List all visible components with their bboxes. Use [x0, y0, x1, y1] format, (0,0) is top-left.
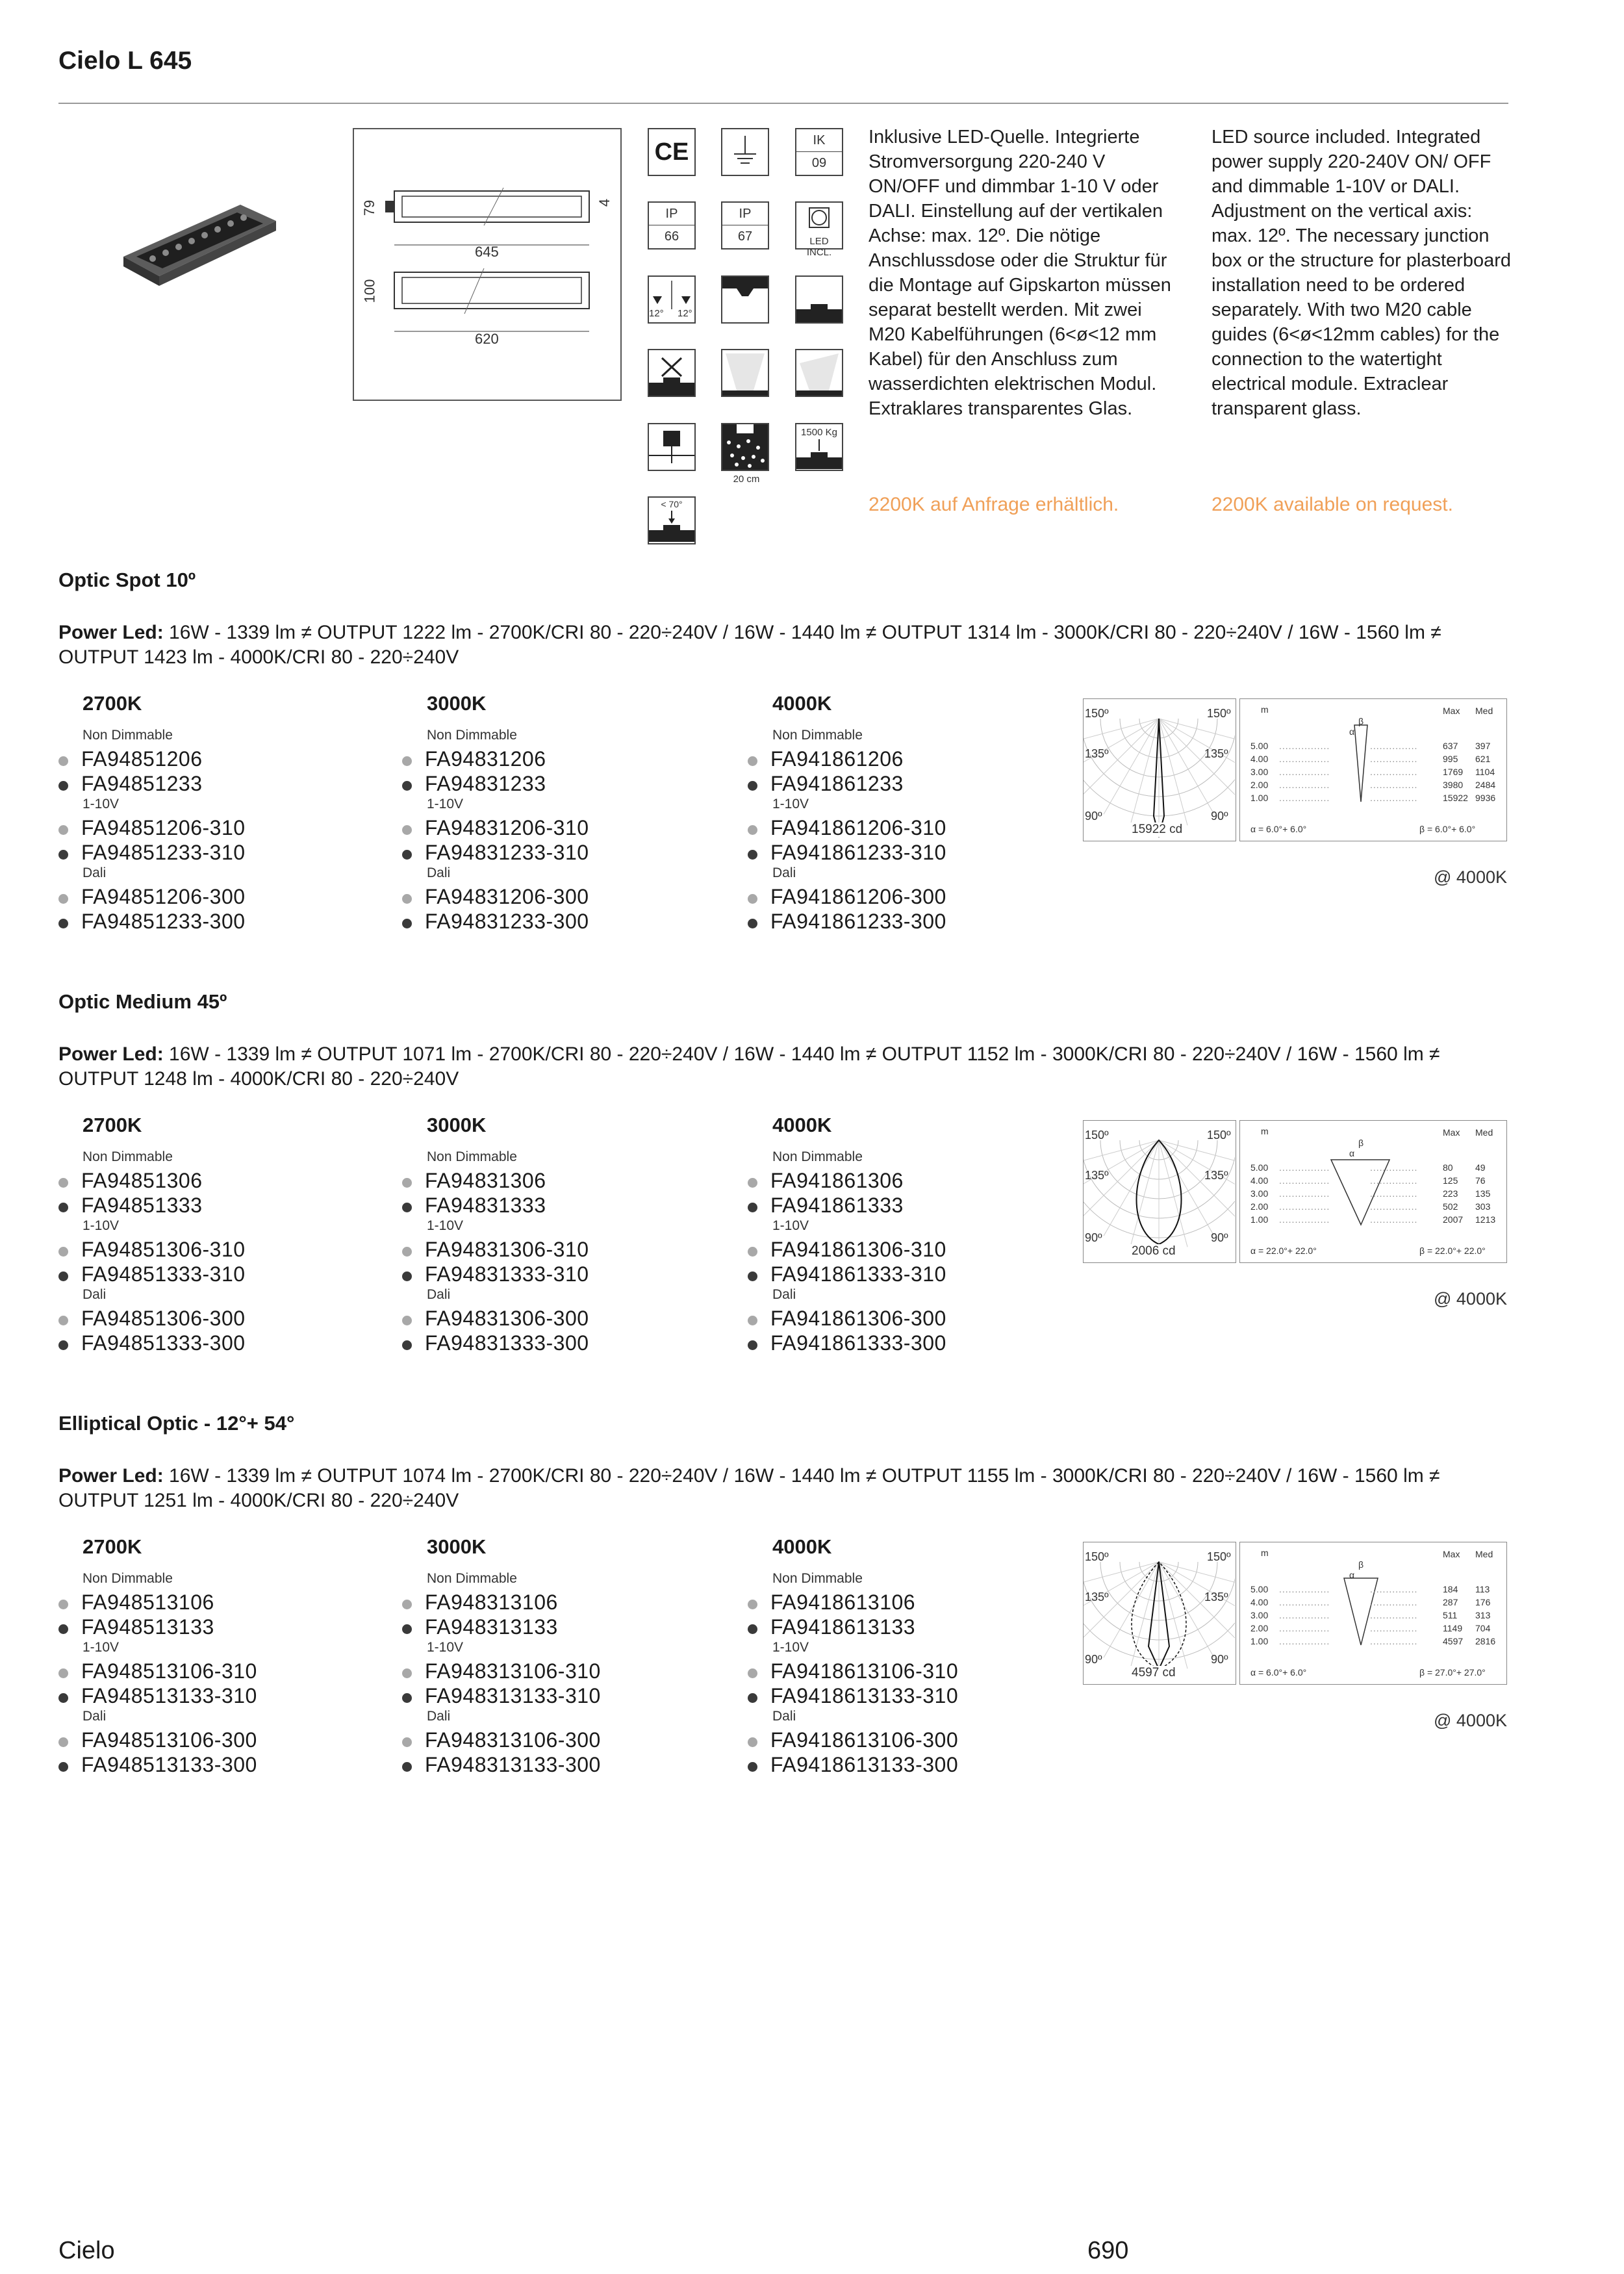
black-finish-dot — [402, 1203, 412, 1212]
peak-intensity: 15922 cd — [1129, 823, 1185, 837]
code-row — [748, 1194, 904, 1218]
code-row — [748, 747, 904, 771]
black-finish-dot — [58, 781, 68, 791]
product-code: FA948513133-310 — [81, 1684, 257, 1707]
product-code: FA948313106 — [425, 1591, 558, 1614]
product-code: FA941861233-300 — [770, 910, 946, 933]
code-row — [402, 1307, 589, 1331]
column-header: 2700K — [82, 1114, 142, 1136]
product-code: FA948313133-300 — [425, 1753, 601, 1776]
code-row — [58, 1194, 203, 1218]
product-code: FA94831206-310 — [425, 816, 589, 839]
group-label: Dali — [427, 1709, 451, 1724]
code-row — [402, 1194, 546, 1218]
product-code: FA94831206-300 — [425, 885, 589, 908]
black-finish-dot — [58, 1624, 68, 1634]
group-label: 1-10V — [82, 1218, 120, 1233]
dim-height-bottom: 100 — [361, 279, 378, 303]
grey-finish-dot — [402, 756, 412, 766]
black-finish-dot — [402, 850, 412, 860]
code-row — [748, 1591, 915, 1615]
product-code: FA9418613106-300 — [770, 1728, 959, 1752]
grey-finish-dot — [402, 894, 412, 904]
grey-finish-dot — [748, 894, 757, 904]
product-code: FA94831306-300 — [425, 1307, 589, 1330]
dim-side: 4 — [596, 198, 613, 207]
group-label: Dali — [427, 1287, 451, 1302]
code-row — [748, 1238, 946, 1262]
group-label: Non Dimmable — [82, 1571, 173, 1586]
ip67-rating-icon: IP 67 — [721, 201, 769, 249]
column-header: 2700K — [82, 692, 142, 715]
product-code: FA94851206 — [81, 747, 203, 771]
column-header: 3000K — [427, 692, 487, 715]
grey-finish-dot — [402, 1600, 412, 1609]
grey-finish-dot — [748, 1178, 757, 1188]
product-code: FA941861333-300 — [770, 1331, 946, 1355]
code-row — [58, 1659, 257, 1683]
black-finish-dot — [402, 1693, 412, 1703]
group-label: Non Dimmable — [772, 1149, 863, 1164]
note-en: 2200K available on request. — [1212, 494, 1453, 515]
code-row — [58, 1331, 246, 1355]
product-code: FA941861206 — [770, 747, 904, 771]
product-code: FA9418613133-310 — [770, 1684, 959, 1707]
product-code: FA941861233 — [770, 772, 904, 795]
title-divider — [58, 103, 1508, 104]
code-row — [58, 816, 246, 840]
dim-length-total: 645 — [475, 244, 499, 260]
code-row — [402, 1659, 601, 1683]
code-row — [748, 1753, 958, 1777]
polar-diagram: 150º 150º 135º 135º 90º 90º 4597 cd — [1083, 1542, 1236, 1685]
code-row — [748, 1728, 958, 1752]
grey-finish-dot — [58, 825, 68, 835]
ground-icon — [721, 128, 769, 176]
polar-diagram: 150º 150º 135º 135º 90º 90º 15922 cd — [1083, 698, 1236, 841]
code-row — [58, 772, 203, 796]
code-row — [748, 816, 946, 840]
product-code: FA94851306-300 — [81, 1307, 246, 1330]
code-row — [58, 1262, 246, 1286]
code-row — [58, 1169, 203, 1193]
page-title: Cielo L 645 — [58, 47, 192, 75]
code-row — [748, 1659, 958, 1683]
code-row — [58, 910, 246, 934]
black-finish-dot — [748, 1762, 757, 1772]
group-label: Dali — [772, 1287, 796, 1302]
load-icon: 1500 Kg — [795, 423, 843, 471]
reference-cct: @ 4000K — [1434, 867, 1507, 887]
group-label: 1-10V — [82, 1640, 120, 1655]
grey-finish-dot — [402, 1178, 412, 1188]
product-code: FA941861206-300 — [770, 885, 946, 908]
power-led-spec: Power Led: 16W - 1339 lm ≠ OUTPUT 1222 lm - 2700K/CRI 80 - 220÷240V / 16W - 1440 lm ≠ OUTPUT 1314 lm - 3000K/CRI 80 - 220÷240V / 16W - 1560 lm ≠ OUTPUT 1423 lm - 4000K/CRI 80 - 220÷240V — [58, 622, 1441, 668]
group-label: Non Dimmable — [772, 1571, 863, 1586]
group-label: 1-10V — [772, 1640, 809, 1655]
product-code: FA948313106-300 — [425, 1728, 601, 1752]
grey-finish-dot — [748, 1668, 757, 1678]
grey-finish-dot — [402, 825, 412, 835]
black-finish-dot — [402, 919, 412, 928]
column-header: 4000K — [772, 1114, 832, 1136]
product-code: FA94851206-300 — [81, 885, 246, 908]
grey-finish-dot — [748, 1247, 757, 1257]
code-row — [402, 1238, 589, 1262]
product-code: FA948513133 — [81, 1615, 214, 1639]
group-label: Dali — [82, 1287, 107, 1302]
grey-finish-dot — [402, 1316, 412, 1325]
product-code: FA94831206 — [425, 747, 546, 771]
group-label: 1-10V — [427, 1218, 464, 1233]
product-code: FA948313133-310 — [425, 1684, 601, 1707]
black-finish-dot — [748, 850, 757, 860]
black-finish-dot — [58, 1762, 68, 1772]
dim-length-inner: 620 — [475, 331, 499, 347]
grey-finish-dot — [748, 756, 757, 766]
group-label: 1-10V — [427, 1640, 464, 1655]
black-finish-dot — [748, 1693, 757, 1703]
code-row — [748, 1169, 904, 1193]
code-row — [748, 772, 904, 796]
grey-finish-dot — [402, 1247, 412, 1257]
product-code: FA94851333-300 — [81, 1331, 246, 1355]
recessed-flush-icon — [795, 275, 843, 324]
section-title: Optic Spot 10º — [58, 568, 196, 591]
group-label: Non Dimmable — [427, 728, 517, 743]
reference-cct: @ 4000K — [1434, 1289, 1507, 1309]
code-row — [58, 1753, 257, 1777]
group-label: 1-10V — [82, 797, 120, 811]
product-code: FA948313133 — [425, 1615, 558, 1639]
code-row — [402, 1169, 546, 1193]
no-insulation-icon — [648, 349, 696, 397]
black-finish-dot — [58, 919, 68, 928]
group-label: Non Dimmable — [82, 728, 173, 743]
code-row — [58, 1684, 257, 1708]
product-code: FA941861306 — [770, 1169, 904, 1192]
power-led-spec: Power Led: 16W - 1339 lm ≠ OUTPUT 1074 lm - 2700K/CRI 80 - 220÷240V / 16W - 1440 lm ≠ OUTPUT 1155 lm - 3000K/CRI 80 - 220÷240V / 16W - 1560 lm ≠ OUTPUT 1251 lm - 4000K/CRI 80 - 220÷240V — [58, 1465, 1440, 1511]
code-row — [58, 1238, 246, 1262]
product-code: FA9418613133 — [770, 1615, 916, 1639]
code-row — [58, 1591, 214, 1615]
code-row — [402, 747, 546, 771]
product-code: FA94851333-310 — [81, 1262, 246, 1286]
group-label: Dali — [772, 1709, 796, 1724]
note-de: 2200K auf Anfrage erhältlich. — [869, 494, 1119, 515]
ce-mark-icon: CE — [648, 128, 696, 176]
code-row — [402, 885, 589, 909]
description-de: Inklusive LED-Quelle. Integrierte Stromversorgung 220-240 V ON/OFF und dimmbar 1-10 V oder DALI. Einstellung auf der vertikalen Achse: max. 12º. Die nötige Anschlussdose oder die Struktur für die Montage auf Gipskarton müssen separat bestellt werden. Mit zwei M20 Kabelführungen (6<ø<12 mm Kabel) für den Anschluss zum wasserdichten elektrischen Modul. Extraklares transparentes Glas. — [869, 127, 1171, 419]
black-finish-dot — [402, 1762, 412, 1772]
group-label: 1-10V — [427, 797, 464, 811]
footer-series: Cielo — [58, 2237, 115, 2264]
group-label: Dali — [82, 865, 107, 880]
code-row — [58, 1615, 214, 1639]
black-finish-dot — [58, 1340, 68, 1350]
product-code: FA94831333-300 — [425, 1331, 589, 1355]
page-number: 690 — [1087, 2237, 1129, 2264]
black-finish-dot — [58, 1271, 68, 1281]
code-row — [402, 910, 589, 934]
column-header: 4000K — [772, 1535, 832, 1558]
product-code: FA94831306-310 — [425, 1238, 589, 1261]
product-code: FA94831233 — [425, 772, 546, 795]
code-row — [402, 1615, 558, 1639]
black-finish-dot — [748, 919, 757, 928]
grey-finish-dot — [58, 1600, 68, 1609]
column-header: 4000K — [772, 692, 832, 715]
code-row — [402, 1684, 601, 1708]
illuminance-table: m Max Med α β 5.00 ................ ............... 80 49 4.00 ................ ............... 125 76 3.00 ................ ............... 223 135 2.00 ................ ............... 502 303 1.00 ................ ............... 2007 1213 α = 22.0°+ 22.0° β = 22.0°+ 22.0° — [1239, 1120, 1507, 1263]
section-title: Optic Medium 45º — [58, 990, 227, 1013]
code-row — [402, 816, 589, 840]
product-code: FA9418613106-310 — [770, 1659, 959, 1683]
product-code: FA94851233-300 — [81, 910, 246, 933]
grey-finish-dot — [402, 1737, 412, 1747]
black-finish-dot — [58, 1693, 68, 1703]
walkover-icon — [648, 423, 696, 471]
product-code: FA94851306 — [81, 1169, 203, 1192]
ip66-rating-icon: IP 66 — [648, 201, 696, 249]
product-code: FA94831233-300 — [425, 910, 589, 933]
product-code: FA941861333 — [770, 1194, 904, 1217]
code-row — [402, 1728, 601, 1752]
ik-rating-icon: IK 09 — [795, 128, 843, 176]
code-row — [402, 1331, 589, 1355]
black-finish-dot — [748, 781, 757, 791]
grey-finish-dot — [748, 825, 757, 835]
code-row — [748, 1615, 915, 1639]
code-row — [748, 910, 946, 934]
code-row — [58, 1307, 246, 1331]
led-incl-icon: LED INCL. — [795, 201, 843, 249]
grey-finish-dot — [748, 1737, 757, 1747]
code-row — [402, 1591, 558, 1615]
description-en: LED source included. Integrated power supply 220-240V ON/ OFF and dimmable 1-10V or DALI. Adjustment on the vertical axis: max. 12º. The necessary junction box or the structure for plasterboard installation need to be ordered separately. With two M20 cable guides (6<ø<12mm cables) for the connection to the watertight electrical module. Extraclear transparent glass. — [1212, 127, 1512, 419]
column-header: 3000K — [427, 1535, 487, 1558]
illuminance-table: m Max Med α β 5.00 ................ ............... 637 397 4.00 ................ ............... 995 621 3.00 ................ ............... 1769 1104 2.00 ................ ............... 3980 2484 1.00 ................ ............... 15922 9936 α = 6.0°+ 6.0° β = 6.0°+ 6.0° — [1239, 698, 1507, 841]
black-finish-dot — [748, 1340, 757, 1350]
group-label: Dali — [427, 865, 451, 880]
product-image — [117, 195, 279, 305]
product-code: FA9418613133-300 — [770, 1753, 959, 1776]
grey-finish-dot — [58, 894, 68, 904]
power-led-spec: Power Led: 16W - 1339 lm ≠ OUTPUT 1071 lm - 2700K/CRI 80 - 220÷240V / 16W - 1440 lm ≠ OUTPUT 1152 lm - 3000K/CRI 80 - 220÷240V / 16W - 1560 lm ≠ OUTPUT 1248 lm - 4000K/CRI 80 - 220÷240V — [58, 1043, 1440, 1090]
product-code: FA94831333-310 — [425, 1262, 589, 1286]
black-finish-dot — [748, 1624, 757, 1634]
code-row — [748, 1684, 958, 1708]
group-label: Non Dimmable — [82, 1149, 173, 1164]
code-row — [402, 772, 546, 796]
product-code: FA94851206-310 — [81, 816, 246, 839]
grey-finish-dot — [58, 1316, 68, 1325]
grey-finish-dot — [58, 1247, 68, 1257]
product-code: FA94831333 — [425, 1194, 546, 1217]
grey-finish-dot — [402, 1668, 412, 1678]
peak-intensity: 2006 cd — [1129, 1244, 1178, 1258]
code-row — [748, 1331, 946, 1355]
product-code: FA94831233-310 — [425, 841, 589, 864]
product-code: FA94851333 — [81, 1194, 203, 1217]
code-row — [748, 885, 946, 909]
grey-finish-dot — [748, 1600, 757, 1609]
code-row — [58, 747, 203, 771]
group-label: Non Dimmable — [427, 1571, 517, 1586]
code-row — [748, 841, 946, 865]
code-row — [58, 885, 246, 909]
product-code: FA94851306-310 — [81, 1238, 246, 1261]
product-code: FA941861306-310 — [770, 1238, 946, 1261]
code-row — [748, 1307, 946, 1331]
product-code: FA941861333-310 — [770, 1262, 946, 1286]
product-code: FA941861206-310 — [770, 816, 946, 839]
grey-finish-dot — [58, 1668, 68, 1678]
reference-cct: @ 4000K — [1434, 1711, 1507, 1730]
black-finish-dot — [748, 1203, 757, 1212]
product-code: FA94831306 — [425, 1169, 546, 1192]
code-row — [748, 1262, 946, 1286]
code-row — [402, 1262, 589, 1286]
black-finish-dot — [402, 1340, 412, 1350]
product-code: FA9418613106 — [770, 1591, 916, 1614]
dim-height-top: 79 — [361, 199, 378, 216]
black-finish-dot — [402, 781, 412, 791]
group-label: 1-10V — [772, 1218, 809, 1233]
group-label: Non Dimmable — [772, 728, 863, 743]
black-finish-dot — [748, 1271, 757, 1281]
product-code: FA94851233 — [81, 772, 203, 795]
product-code: FA94851233-310 — [81, 841, 246, 864]
code-row — [402, 1753, 601, 1777]
dimension-drawing — [353, 128, 622, 401]
grey-finish-dot — [58, 756, 68, 766]
group-label: Non Dimmable — [427, 1149, 517, 1164]
temperature-icon: < 70° — [648, 496, 696, 544]
product-code: FA941861233-310 — [770, 841, 946, 864]
tilt-icon: 12° 12° — [648, 275, 696, 324]
product-code: FA948513133-300 — [81, 1753, 257, 1776]
black-finish-dot — [58, 850, 68, 860]
black-finish-dot — [402, 1271, 412, 1281]
group-label: Dali — [772, 865, 796, 880]
product-code: FA948513106-300 — [81, 1728, 257, 1752]
black-finish-dot — [58, 1203, 68, 1212]
code-row — [402, 841, 589, 865]
illuminance-table: m Max Med α β 5.00 ................ ............... 184 113 4.00 ................ ............... 287 176 3.00 ................ ............... 511 313 2.00 ................ ............... 1149 704 1.00 ................ ............... 4597 2816 α = 6.0°+ 6.0° β = 27.0°+ 27.0° — [1239, 1542, 1507, 1685]
gravel-icon: 20 cm — [721, 423, 769, 471]
black-finish-dot — [402, 1624, 412, 1634]
column-header: 3000K — [427, 1114, 487, 1136]
grey-finish-dot — [58, 1737, 68, 1747]
grey-finish-dot — [748, 1316, 757, 1325]
beam-icon — [721, 349, 769, 397]
polar-diagram: 150º 150º 135º 135º 90º 90º 2006 cd — [1083, 1120, 1236, 1263]
column-header: 2700K — [82, 1535, 142, 1558]
asymmetric-beam-icon — [795, 349, 843, 397]
grey-finish-dot — [58, 1178, 68, 1188]
code-row — [58, 841, 246, 865]
product-code: FA941861306-300 — [770, 1307, 946, 1330]
product-code: FA948313106-310 — [425, 1659, 601, 1683]
group-label: Dali — [82, 1709, 107, 1724]
group-label: 1-10V — [772, 797, 809, 811]
recessed-icon — [721, 275, 769, 324]
code-row — [58, 1728, 257, 1752]
product-code: FA948513106-310 — [81, 1659, 257, 1683]
section-title: Elliptical Optic - 12°+ 54° — [58, 1412, 295, 1435]
product-code: FA948513106 — [81, 1591, 214, 1614]
peak-intensity: 4597 cd — [1129, 1666, 1178, 1680]
